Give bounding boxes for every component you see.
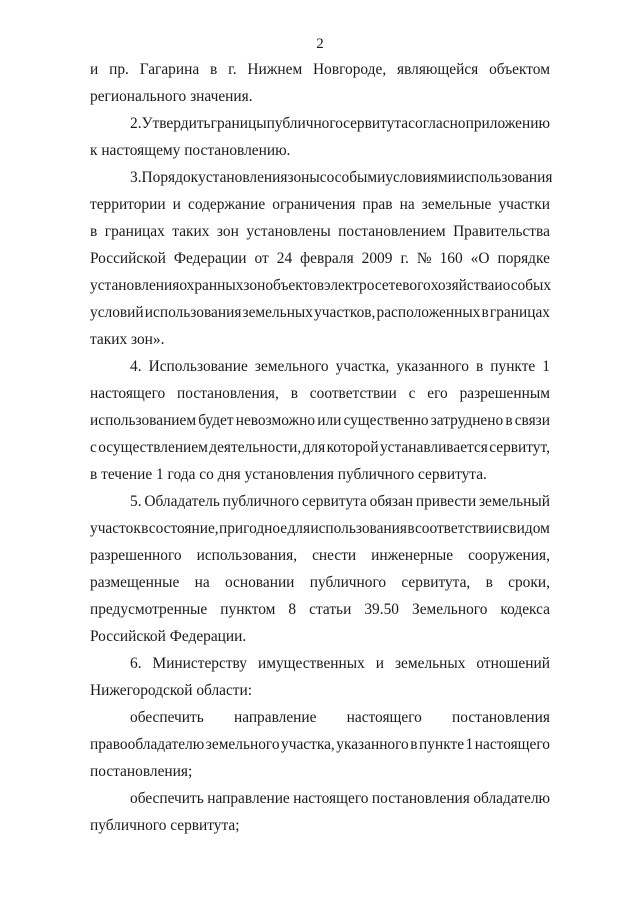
text-line: Нижегородской области: xyxy=(90,682,253,699)
text-line: 5. Обладатель публичного сервитута обязан привести земельный xyxy=(130,493,550,510)
text-line: в границах таких зон установлены постановлением Правительства xyxy=(90,223,550,240)
page-number: 2 xyxy=(316,36,324,52)
text-line: публичного сервитута; xyxy=(90,817,240,834)
text-line: таких зон». xyxy=(90,331,165,348)
text-line: 3. Порядок установления зоны с особыми условиями использования xyxy=(130,169,553,186)
text-line: участок в состояние, пригодное для использования в соответствии с видом xyxy=(90,520,550,537)
text-line: настоящего постановления, в соответствии с его разрешенным xyxy=(90,385,550,402)
text-line: предусмотренные пунктом 8 статьи 39.50 Земельного кодекса xyxy=(90,601,550,618)
text-line: разрешенного использования, снести инженерные сооружения, xyxy=(90,547,550,564)
text-line: регионального значения. xyxy=(90,88,253,105)
text-line: использованием будет невозможно или существенно затруднено в связи xyxy=(90,412,550,429)
text-line: обеспечить направление настоящего постановления xyxy=(130,709,550,726)
text-line: установления охранных зон объектов электросетевого хозяйства и особых xyxy=(90,277,552,294)
text-line: Российской Федерации. xyxy=(90,628,247,645)
text-line: условий использования земельных участков, расположенных в границах xyxy=(90,304,550,321)
text-line: 4. Использование земельного участка, указанного в пункте 1 xyxy=(130,358,550,375)
text-line: 2. Утвердить границы публичного сервитута согласно приложению xyxy=(130,115,550,132)
text-line: с осуществлением деятельности, для которой устанавливается сервитут, xyxy=(90,439,550,456)
text-line: 6. Министерству имущественных и земельных отношений xyxy=(130,655,550,672)
text-line: обеспечить направление настоящего постановления обладателю xyxy=(130,790,550,807)
text-line: в течение 1 года со дня установления публичного сервитута. xyxy=(90,466,487,483)
text-line: и пр. Гагарина в г. Нижнем Новгороде, являющейся объектом xyxy=(90,61,550,78)
text-line: Российской Федерации от 24 февраля 2009 г. № 160 «О порядке xyxy=(90,250,550,267)
text-line: к настоящему постановлению. xyxy=(90,142,291,159)
text-line: территории и содержание ограничения прав на земельные участки xyxy=(90,196,550,213)
text-line: размещенные на основании публичного сервитута, в сроки, xyxy=(90,574,550,591)
text-line: постановления; xyxy=(90,763,193,780)
text-line: правообладателю земельного участка, указанного в пункте 1 настоящего xyxy=(90,736,550,753)
